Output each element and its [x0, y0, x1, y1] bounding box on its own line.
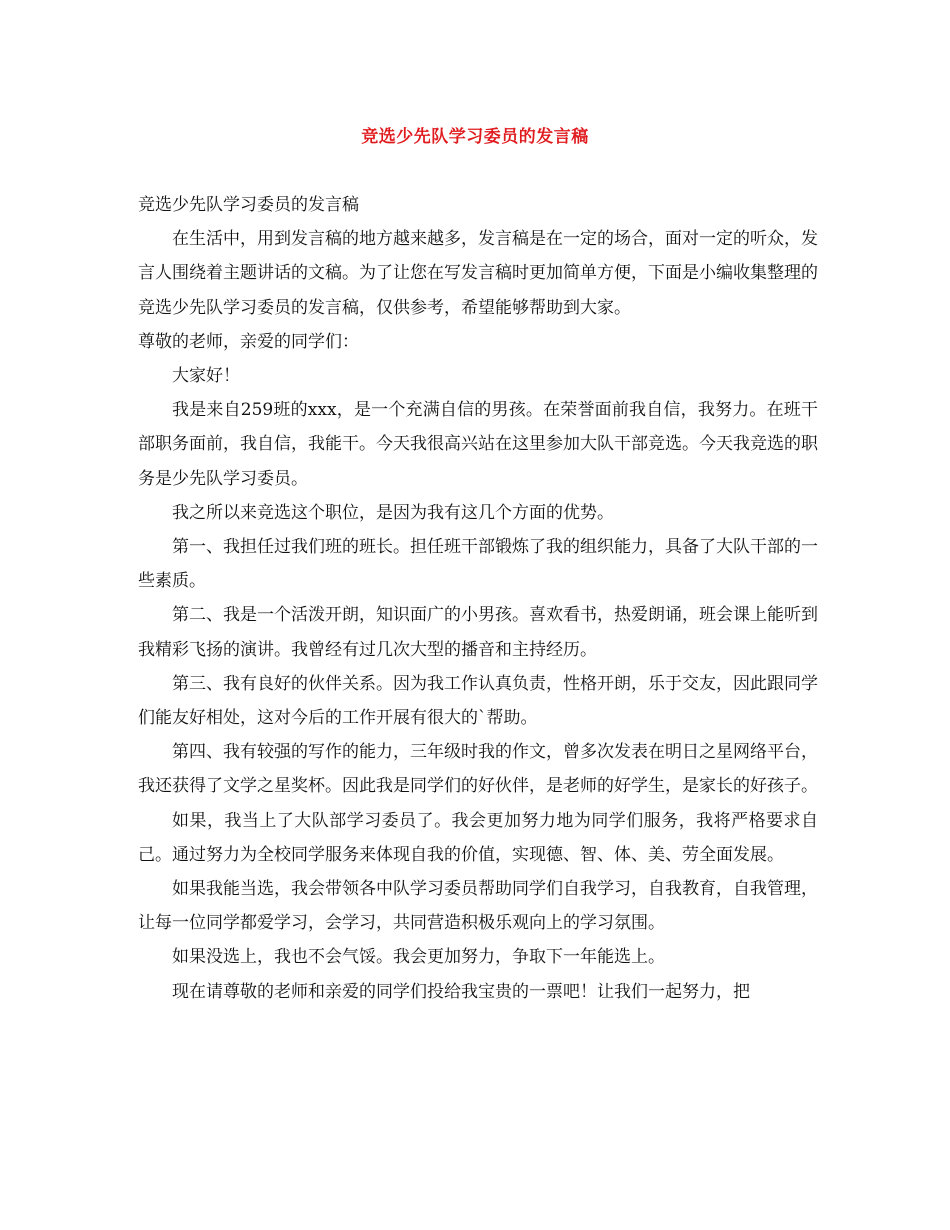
- paragraph: 大家好！: [172, 366, 240, 387]
- paragraph: 现在请尊敬的老师和亲爱的同学们投给我宝贵的一票吧！让我们一起努力，把: [172, 981, 750, 1002]
- paragraph: 我之所以来竞选这个职位，是因为我有这几个方面的优势。: [172, 502, 614, 523]
- document-title: 竞选少先队学习委员的发言稿: [361, 127, 589, 147]
- paragraph: 如果我能当选，我会带领各中队学习委员帮助同学们自我学习，自我教育，自我管理，让每一位同学都爱学习，会学习，共同营造积极乐观向上的学习氛围。: [138, 879, 818, 934]
- paragraph: 第一、我担任过我们班的班长。担任班干部锻炼了我的组织能力，具备了大队干部的一些素质。: [138, 537, 818, 592]
- paragraph: 竞选少先队学习委员的发言稿: [138, 195, 359, 215]
- paragraph: 如果没选上，我也不会气馁。我会更加努力，争取下一年能选上。: [172, 947, 665, 968]
- paragraph: 第二、我是一个活泼开朗，知识面广的小男孩。喜欢看书，热爱朗诵，班会课上能听到我精彩飞扬的演讲。我曾经有过几次大型的播音和主持经历。: [138, 605, 818, 660]
- paragraph: 如果，我当上了大队部学习委员了。我会更加努力地为同学们服务，我将严格要求自己。通过努力为全校同学服务来体现自我的价值，实现德、智、体、美、劳全面发展。: [138, 810, 818, 865]
- paragraph: 第四、我有较强的写作的能力，三年级时我的作文，曾多次发表在明日之星网络平台，我还获得了文学之星奖杯。因此我是同学们的好伙伴，是老师的好学生，是家长的好孩子。: [138, 742, 818, 797]
- paragraph: 尊敬的老师，亲爱的同学们：: [138, 331, 359, 352]
- paragraph: 我是来自259班的xxx，是一个充满自信的男孩。在荣誉面前我自信，我努力。在班干部职务面前，我自信，我能干。今天我很高兴站在这里参加大队干部竞选。今天我竞选的职务是少先队学习委员。: [138, 400, 818, 489]
- paragraph: 在生活中，用到发言稿的地方越来越多，发言稿是在一定的场合，面对一定的听众，发言人围绕着主题讲话的文稿。为了让您在写发言稿时更加简单方便，下面是小编收集整理的竞选少先队学习委员的发言稿，仅供参考，希望能够帮助到大家。: [138, 229, 818, 318]
- paragraph: 第三、我有良好的伙伴关系。因为我工作认真负责，性格开朗，乐于交友，因此跟同学们能友好相处，这对今后的工作开展有很大的`帮助。: [138, 673, 818, 729]
- document-body: [138, 188, 818, 1009]
